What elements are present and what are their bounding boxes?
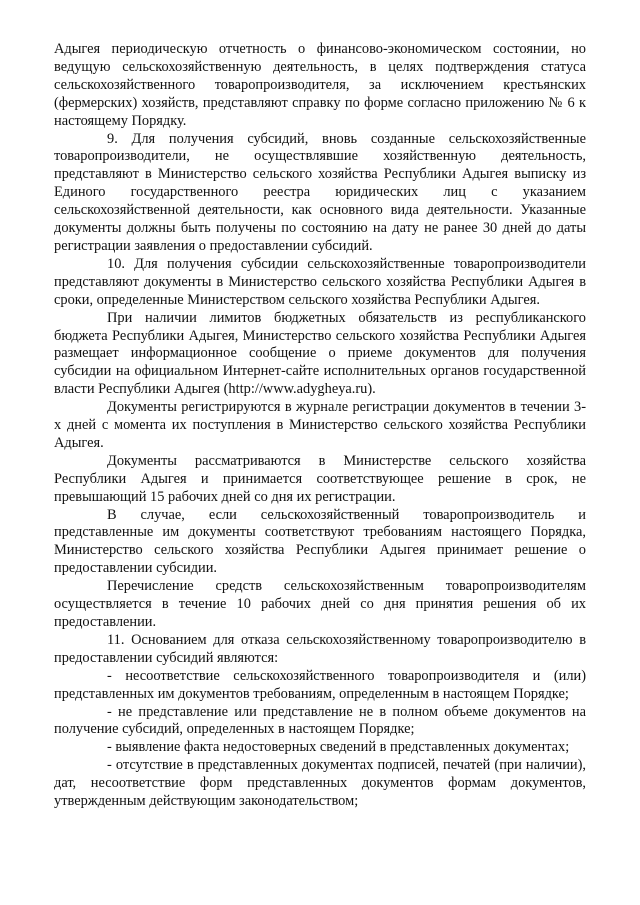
list-item-refusal-4: - отсутствие в представленных документах подписей, печатей (при наличии), дат, несоответствие форм представленных документов формам документов, утвержденным действующим законодательством; [54, 757, 586, 810]
list-item-refusal-3: - выявление факта недостоверных сведений в представленных документах; [107, 739, 570, 756]
paragraph-compliance: В случае, если сельскохозяйственный товаропроизводитель и представленные им документы соответствуют требованиям настоящего Порядка, Министерство сельского хозяйства Республики Адыгея принимает решение о предоставлении субсидии. [54, 506, 586, 577]
paragraph-clause-10: 10. Для получения субсидии сельскохозяйственные товаропроизводители представляют документы в Министерство сельского хозяйства Республики Адыгея в сроки, определенные Министерством сельского хозяйства Республики Адыгея. [54, 255, 586, 308]
list-item-refusal-1: - несоответствие сельскохозяйственного товаропроизводителя и (или) представленных им документов требованиям, определенным в настоящем Порядке; [54, 667, 586, 702]
paragraph-continuation: Адыгея периодическую отчетность о финансово-экономическом состоянии, но ведущую сельскохозяйственную деятельность, в целях подтверждения статуса сельскохозяйственного товаропроизводителя, за исключением крестьянских (фермерских) хозяйств, представляют справку по форме согласно приложению № 6 к настоящему Порядку. [54, 41, 586, 129]
paragraph-clause-11: 11. Основанием для отказа сельскохозяйственному товаропроизводителю в предоставлении субсидий являются: [54, 631, 586, 666]
paragraph-review: Документы рассматриваются в Министерстве сельского хозяйства Республики Адыгея и принимается соответствующее решение в срок, не превышающий 15 рабочих дней со дня их регистрации. [54, 452, 586, 505]
list-item-refusal-2: - не представление или представление не в полном объеме документов на получение субсидий, определенных в настоящем Порядке; [54, 703, 586, 738]
paragraph-clause-9: 9. Для получения субсидий, вновь созданные сельскохозяйственные товаропроизводители, не осуществлявшие хозяйственную деятельность, представляют в Министерство сельского хозяйства Республики Адыгея выписку из Единого государственного реестра юридических лиц с указанием сельскохозяйственной деятельности, как основного вида деятельности. Указанные документы должны быть получены по состоянию на дату не ранее 30 дней до даты регистрации заявления о предоставлении субсидий. [54, 130, 586, 254]
paragraph-registration: Документы регистрируются в журнале регистрации документов в течении 3-х дней с момента их поступления в Министерство сельского хозяйства Республики Адыгея. [54, 399, 586, 451]
paragraph-budget-limits: При наличии лимитов бюджетных обязательств из республиканского бюджета Республики Адыгея, Министерство сельского хозяйства Республики Адыгея размещает информационное сообщение о приеме документов для получения субсидии на официальном Интернет-сайте исполнительных органов государственной власти Республики Адыгея (http://www.adygheya.ru). [54, 309, 586, 398]
paragraph-transfer: Перечисление средств сельскохозяйственным товаропроизводителям осуществляется в течение 10 рабочих дней со дня принятия решения об их предоставлении. [54, 578, 586, 630]
